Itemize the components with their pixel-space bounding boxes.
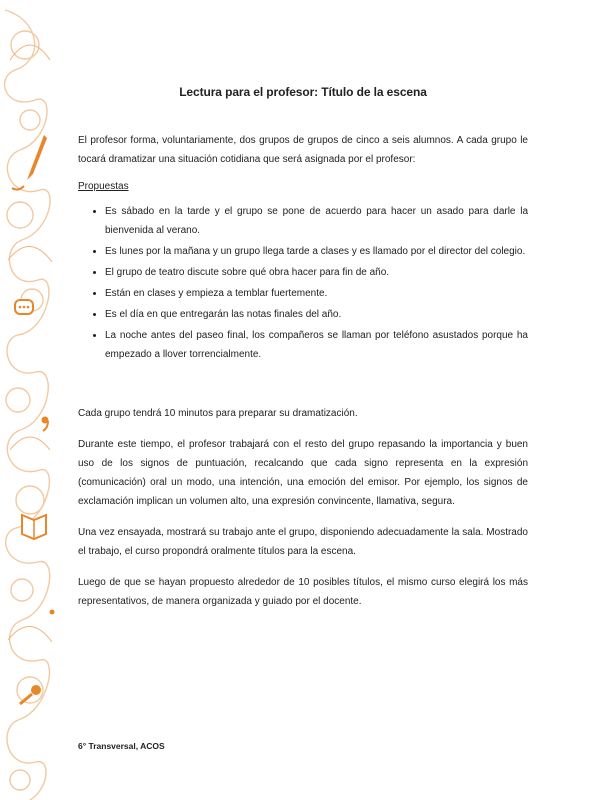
small-dot-icon — [50, 610, 55, 615]
proposals-list — [78, 202, 528, 364]
decorative-border — [0, 0, 60, 800]
body-paragraph: Durante este tiempo, el profesor trabajará con el resto del grupo repasando la importancia y buen uso de los signos de puntuación, recalcando que cada signo representa en la expresión (comunicación) oral un modo, una intención, una emoción del emisor. Por ejemplo, los signos de exclamación implican un volumen alto, una expresión convincente, llamativa, segura. — [78, 439, 528, 507]
list-item: • Están en clases y empieza a temblar fuertemente. — [105, 284, 528, 303]
body-paragraph: Luego de que se hayan propuesto alrededor de 10 posibles títulos, el mismo curso elegirá los más representativos, de manera organizada y guiado por el docente. — [78, 577, 528, 607]
speech-bubble-icon — [15, 300, 33, 314]
body-paragraph: Una vez ensayada, mostrará su trabajo ante el grupo, disponiendo adecuadamente la sala. Mostrado el trabajo, el curso propondrá oralmente títulos para la escena. — [78, 527, 528, 557]
intro-paragraph: El profesor forma, voluntariamente, dos grupos de grupos de cinco a seis alumnos. A cada grupo le tocará dramatizar una situación cotidiana que será asignada por el profesor: — [78, 135, 528, 165]
list-item: • Es el día en que entregarán las notas finales del año. — [105, 305, 528, 324]
document-body — [78, 85, 528, 623]
page-footer: 6° Transversal, ACOS — [78, 741, 165, 751]
list-item: • La noche antes del paseo final, los compañeros se llaman por teléfono asustados porque ha empezado a llover torrencialmente. — [105, 326, 528, 364]
pen-icon — [12, 135, 47, 190]
document-title: Lectura para el profesor: Título de la escena — [179, 85, 427, 99]
proposals-subtitle: Propuestas — [78, 181, 129, 192]
body-paragraph: Cada grupo tendrá 10 minutos para preparar su dramatización. — [78, 408, 358, 419]
list-item: • Es sábado en la tarde y el grupo se pone de acuerdo para hacer un asado para darle la bienvenida al verano. — [105, 202, 528, 240]
list-item: • El grupo de teatro discute sobre qué obra hacer para fin de año. — [105, 263, 528, 282]
list-item: • Es lunes por la mañana y un grupo llega tarde a clases y es llamado por el director del colegio. — [105, 242, 528, 261]
comma-icon — [42, 417, 49, 432]
